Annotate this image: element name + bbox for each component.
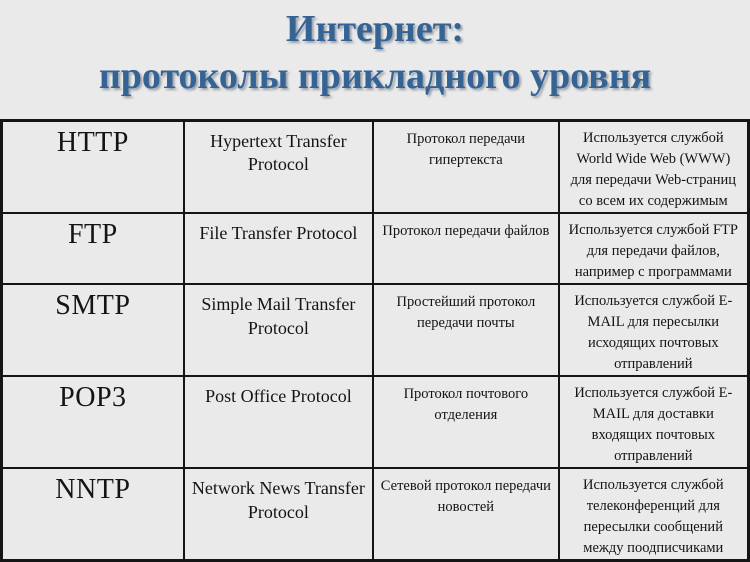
table-row (2, 121, 749, 214)
table-row (2, 284, 749, 376)
title-line-1: Интернет: (285, 8, 465, 50)
cell-abbr: HTTP (2, 121, 184, 214)
cell-abbr: SMTP (2, 284, 184, 376)
cell-translation: Простейший протокол передачи почты (373, 284, 559, 376)
table-row (2, 468, 749, 561)
cell-usage: Используется службой World Wide Web (WWW) для передачи Web-страниц со всем их содержимым (559, 121, 749, 214)
cell-abbr: NNTP (2, 468, 184, 561)
cell-usage: Используется службой телеконференций для пересылки сообщений между поодписчиками (559, 468, 749, 561)
table-row (2, 213, 749, 284)
protocols-table (0, 119, 750, 562)
cell-full-name: Network News Transfer Protocol (184, 468, 373, 561)
cell-abbr: POP3 (2, 376, 184, 468)
cell-full-name: Simple Mail Transfer Protocol (184, 284, 373, 376)
cell-translation: Сетевой протокол передачи новостей (373, 468, 559, 561)
cell-full-name: Hypertext Transfer Protocol (184, 121, 373, 214)
title-line-2: протоколы прикладного уровня (98, 55, 652, 97)
cell-full-name: Post Office Protocol (184, 376, 373, 468)
slide-title (0, 0, 750, 100)
cell-usage: Используется службой FTP для передачи файлов, например с программами (559, 213, 749, 284)
cell-full-name: File Transfer Protocol (184, 213, 373, 284)
protocols-table-body (2, 121, 749, 561)
table-row (2, 376, 749, 468)
cell-usage: Используется службой E-MAIL для доставки входящих почтовых отправлений (559, 376, 749, 468)
cell-translation: Протокол передачи гипертекста (373, 121, 559, 214)
cell-usage: Используется службой E-MAIL для пересылки исходящих почтовых отправлений (559, 284, 749, 376)
cell-abbr: FTP (2, 213, 184, 284)
cell-translation: Протокол передачи файлов (373, 213, 559, 284)
cell-translation: Протокол почтового отделения (373, 376, 559, 468)
